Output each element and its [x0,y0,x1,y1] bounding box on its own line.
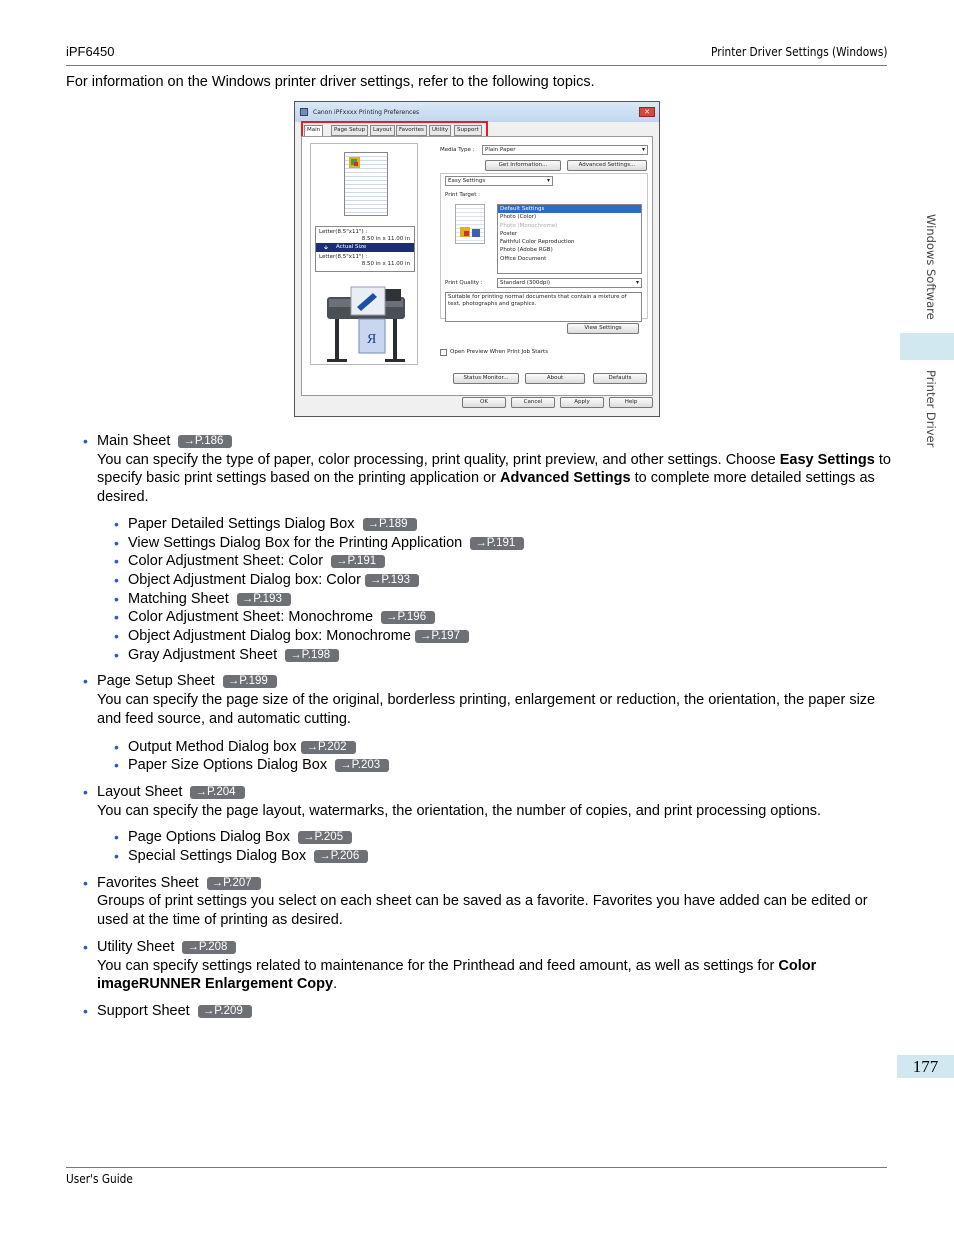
section-page-setup-sheet [83,672,893,775]
list-item[interactable]: Faithful Color Reproduction [500,239,575,246]
list-item[interactable]: Photo (Color) [500,214,537,221]
section-title: Page Setup Sheet [97,673,215,690]
get-information-button[interactable]: Get Information... [485,160,561,171]
page-ref-link[interactable]: →P.197 [415,630,469,643]
section-body: Groups of print settings you select on each sheet can be saved as a favorite. Favorites you have added can be edited or used at the time of printing as desired. [97,893,868,929]
subsection-list [114,515,893,665]
advanced-settings-button[interactable]: Advanced Settings... [567,160,647,171]
output-size-value: 8.50 in x 11.00 in [361,261,410,267]
page-ref-link[interactable]: →P.204 [190,786,244,799]
section-body: You can specify the type of paper, color processing, print quality, print preview, and other settings. Choose Easy Settings to specify basic print settings based on the printing application or Advanced Settings to complete more detailed settings as desired. [97,451,891,506]
footer-text: User's Guide [66,1172,133,1186]
header-section: Printer Driver Settings (Windows) [710,45,887,59]
bullet: • [83,1002,88,1019]
section-title: Utility Sheet [97,938,175,955]
section-title: Layout Sheet [97,783,183,800]
header-model: iPF6450 [66,44,115,59]
tab-main[interactable]: Main [304,125,323,136]
side-tab-windows-software[interactable]: Windows Software [924,214,938,320]
list-item: • Special Settings Dialog Box →P.206 [114,847,893,866]
intro-text: For information on the Windows printer driver settings, refer to the following topics. [66,74,595,90]
large-format-printer-illustration [321,279,413,367]
list-item[interactable]: Poster [500,230,518,237]
easy-settings-group [440,173,648,319]
list-item: • Gray Adjustment Sheet →P.198 [114,646,893,665]
sheet-topics-list [83,432,893,1021]
list-item[interactable]: Office Document [500,255,547,262]
tab-support[interactable]: Support [454,125,482,136]
page-ref-link[interactable]: →P.191 [331,555,385,568]
section-favorites-sheet [83,874,893,930]
section-title: Main Sheet [97,433,171,449]
about-button[interactable]: About [525,373,585,384]
print-target-list[interactable] [497,204,642,274]
list-item[interactable]: Default Settings [498,205,641,213]
section-layout-sheet [83,783,893,866]
print-quality-select[interactable]: Standard (300dpi) ▾ [497,278,642,288]
help-button[interactable]: Help [609,397,653,408]
apply-button[interactable]: Apply [560,397,604,408]
paper-size-info [315,226,415,272]
page-ref-link[interactable]: →P.191 [470,537,524,550]
subsection-list [114,738,893,775]
media-type-select[interactable]: Plain Paper ▾ [482,145,648,155]
bullet: • [83,433,88,449]
cancel-button[interactable]: Cancel [511,397,555,408]
print-target-description: Suitable for printing normal documents that contain a mixture of text, photographs and graphics. [445,292,642,322]
page-ref-link[interactable]: →P.186 [178,435,232,448]
defaults-button[interactable]: Defaults [593,373,647,384]
dialog-titlebar [295,102,659,122]
print-preview-pane [310,143,418,365]
side-tab-highlight [900,333,954,360]
print-target-thumbnail [455,204,485,244]
list-item[interactable]: Photo (Adobe RGB) [500,247,553,254]
section-body: You can specify the page layout, watermarks, the orientation, the number of copies, and print processing options. [97,802,822,819]
section-body: You can specify the page size of the original, borderless printing, enlargement or reduction, the orientation, the paper size and feed source, and automatic cutting. [97,692,876,727]
page-ref-link[interactable]: →P.199 [223,675,277,688]
bullet: • [83,673,88,690]
dialog-title: Canon iPFxxxx Printing Preferences [313,109,420,116]
open-preview-label: Open Preview When Print Job Starts [450,349,549,355]
list-item: • Paper Size Options Dialog Box →P.203 [114,756,893,775]
section-title: Favorites Sheet [97,874,199,891]
preview-sheet [344,152,388,216]
open-preview-checkbox[interactable] [440,349,447,356]
printing-preferences-screenshot [294,101,660,417]
page-number: 177 [897,1055,954,1078]
list-item: • Page Options Dialog Box →P.205 [114,828,893,847]
list-item: • Paper Detailed Settings Dialog Box →P.189 [114,515,893,534]
page-ref-link[interactable]: →P.206 [314,850,368,863]
main-tab-panel [301,136,653,396]
easy-settings-select[interactable]: Easy Settings ▾ [445,176,553,186]
printer-app-icon [300,108,308,116]
media-type-label: Media Type : [440,147,475,153]
page-ref-link[interactable]: →P.207 [207,877,261,890]
page-ref-link[interactable]: →P.193 [365,574,419,587]
section-main-sheet [83,432,893,664]
list-item: • Color Adjustment Sheet: Color →P.191 [114,552,893,571]
section-support-sheet [83,1002,893,1021]
ok-button[interactable]: OK [462,397,506,408]
list-item: • Object Adjustment Dialog box: Monochrome →P.197 [114,627,893,646]
section-title: Support Sheet [97,1002,190,1019]
status-monitor-button[interactable]: Status Monitor... [453,373,519,384]
bullet: • [83,783,88,800]
list-item: • Output Method Dialog box →P.202 [114,738,893,757]
svg-text:Я: Я [367,332,377,347]
side-tab-printer-driver[interactable]: Printer Driver [924,370,938,448]
list-item: • Color Adjustment Sheet: Monochrome →P.196 [114,608,893,627]
preview-page-graphic [345,153,389,217]
print-target-label: Print Target : [445,192,481,198]
view-settings-button[interactable]: View Settings [567,323,639,334]
list-item[interactable]: Photo (Monochrome) [500,222,558,229]
thumbnail-graphic [456,205,486,245]
footer-rule [66,1167,887,1168]
tab-page-setup[interactable]: Page Setup [331,125,368,136]
output-size-label: Letter(8.5"x11") : [319,254,368,260]
section-utility-sheet [83,938,893,994]
list-item: • Object Adjustment Dialog box: Color →P.193 [114,571,893,590]
page-ref-link[interactable]: →P.189 [363,518,417,531]
tab-favorites[interactable]: Favorites [396,125,427,136]
actual-size-bar [316,243,414,252]
actual-size-label: Actual Size [336,244,367,250]
list-item: • Matching Sheet →P.193 [114,590,893,609]
original-size-label: Letter(8.5"x11") : [319,229,368,235]
section-body: You can specify settings related to maintenance for the Printhead and feed amount, as well as settings for Color imageRUNNER Enlargement Copy. [97,957,817,993]
bullet: • [83,874,88,891]
bullet: • [83,938,88,955]
tab-layout[interactable]: Layout [370,125,395,136]
page-ref-link[interactable]: →P.205 [298,831,352,844]
close-icon[interactable]: ✕ [639,107,655,117]
original-size-value: 8.50 in x 11.00 in [361,236,410,242]
page-ref-link[interactable]: →P.196 [381,611,435,624]
page-ref-link[interactable]: →P.203 [335,759,389,772]
page-ref-link[interactable]: →P.209 [198,1005,252,1018]
list-item: • View Settings Dialog Box for the Printing Application →P.191 [114,534,893,553]
down-arrow-icon: 🡳 [324,245,328,251]
page-ref-link[interactable]: →P.202 [301,741,355,754]
page-ref-link[interactable]: →P.208 [182,941,236,954]
header-rule [66,65,887,66]
page-ref-link[interactable]: →P.193 [237,593,291,606]
tab-utility[interactable]: Utility [429,125,451,136]
page-ref-link[interactable]: →P.198 [285,649,339,662]
subsection-list [114,828,893,865]
print-quality-label: Print Quality : [445,280,483,286]
